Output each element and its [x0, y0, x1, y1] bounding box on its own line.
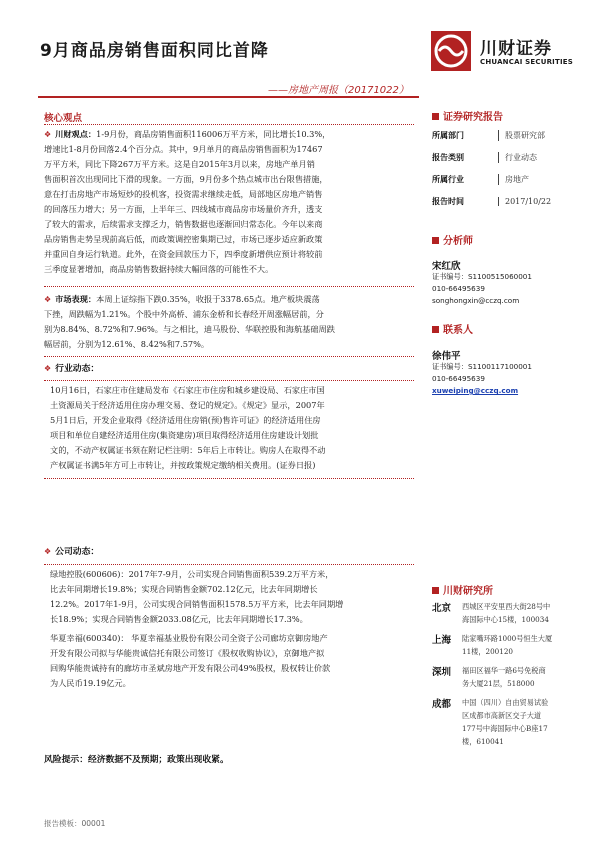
- analyst-heading: 分析师: [432, 232, 473, 247]
- divider-2: [44, 356, 414, 357]
- header-divider: [38, 96, 419, 98]
- report-subtitle: ——房地产周报（20171022）: [268, 85, 409, 96]
- address-line: 务大厦21层，518000: [462, 679, 535, 688]
- text-line: [44, 127, 416, 142]
- divider-4: [44, 478, 414, 479]
- text-line: 绿地控股(600606)：2017年7-9月，公司实现合同销售面积539.2万平方米，: [50, 569, 334, 579]
- industry-heading: ❖ 行业动态：: [44, 364, 100, 374]
- company-greenland-paragraph: [50, 567, 416, 627]
- text-line: 的回落压力增大；另一方面，上半年三、四线城市商品房市场量价齐升，透支: [44, 204, 323, 214]
- info-row: [432, 124, 572, 146]
- bullet-market: [44, 292, 416, 352]
- office-list: [432, 600, 572, 754]
- text-line: 三季度显著增加，商品房销售数据持续大幅回落的可能性不大。: [44, 264, 274, 274]
- info-value: 股票研究部: [498, 130, 545, 141]
- divider-3: [44, 380, 414, 381]
- office-city: 北京: [432, 603, 452, 614]
- office-item: [432, 664, 572, 690]
- diamond-bullet-icon: ❖: [44, 130, 52, 139]
- logo-emblem-icon: [430, 30, 472, 72]
- address-line: 中国（四川）自由贸易试验: [462, 698, 549, 707]
- text-line: 长18.9%；实现合同销售金额2033.08亿元，比去年同期增长17.3%。: [50, 614, 308, 624]
- text-line: 土资源局关于经济适用住房办理交易、登记的规定》。《规定》显示，2007年: [50, 400, 325, 410]
- text-line: 文的，不动产权属证书须在附记栏注明：5年后上市转让。购房人在取得不动: [50, 445, 326, 455]
- text-line: 12.2%。2017年1-9月，公司实现合同销售面积1578.5万平方米，比去年同期增: [50, 599, 344, 609]
- text-line: 10月16日，石家庄市住建局发布《石家庄市住房和城乡建设局、石家庄市国: [50, 385, 325, 395]
- office-city: 上海: [432, 635, 452, 646]
- text-line: [44, 292, 416, 307]
- info-value: 行业动态: [498, 152, 537, 163]
- contact-email[interactable]: xuweiping@cczq.com: [432, 386, 519, 395]
- text-line: 5月1日后，开发企业取得《经济适用住房销(预)售许可证》的经济适用住房: [50, 415, 321, 425]
- address-line: 区成都市高新区交子大道: [462, 711, 542, 720]
- contact-cert: 证书编号：S1100117100001: [432, 362, 532, 371]
- report-info-table: [432, 124, 572, 212]
- text-line: 售面积首次出现同比下滑的现象。一方面，9月份多个热点城市出台限售措施，: [44, 174, 328, 184]
- report-title: 9月商品房销售面积同比首降: [40, 41, 269, 61]
- info-label: 报告时间: [432, 196, 464, 206]
- info-label: 所属行业: [432, 174, 464, 184]
- info-label: 报告类别: [432, 152, 464, 162]
- office-address: [462, 632, 552, 658]
- info-value: 2017/10/22: [498, 197, 551, 206]
- info-row: [432, 168, 572, 190]
- divider-1: [44, 286, 414, 287]
- text-line: 了较大的需求，后续需求支撑乏力，销售数据也逐渐回归常态化。今年以来商: [44, 219, 323, 229]
- square-bullet-icon: [432, 113, 439, 120]
- text-line: 意在打击房地产市场短炒的投机客，投资需求继续走低，局部地区房地产销售: [44, 189, 323, 199]
- address-line: 177号中海国际中心B座17: [462, 724, 548, 733]
- office-city: 深圳: [432, 667, 452, 678]
- info-row: [432, 146, 572, 168]
- text-line: 并重回自身运行轨道。此外，在资金回款压力下，四季度新增供应预计将较前: [44, 249, 323, 259]
- square-bullet-icon: [432, 587, 439, 594]
- industry-paragraph: [50, 383, 416, 473]
- analyst-phone: 010-66495639: [432, 284, 485, 293]
- info-label: 所属部门: [432, 130, 464, 140]
- contact-heading: 联系人: [432, 321, 473, 336]
- analyst-cert: 证书编号：S1100515060001: [432, 272, 532, 281]
- text-line: 产权属证书满5年方可上市转让，并按政策规定缴纳相关费用。(证券日报): [50, 460, 316, 470]
- office-address: [462, 696, 548, 748]
- company-heading: ❖ 公司动态：: [44, 547, 100, 557]
- text-line: 下挫，周跌幅为1.21%。个股中外高桥、浦东金桥和长春经开周涨幅居前，分: [44, 309, 324, 319]
- info-row: [432, 190, 572, 212]
- contact-name: 徐伟平: [432, 351, 461, 362]
- address-line: 福田区福华一路6号免税商: [462, 666, 546, 675]
- analyst-email[interactable]: songhongxin@cczq.com: [432, 296, 520, 305]
- logo-text-en: CHUANCAI SECURITIES: [480, 58, 573, 66]
- address-line: 海国际中心15楼，100034: [462, 615, 549, 624]
- address-line: 11楼，200120: [462, 647, 513, 656]
- text-line: 增速比1-8月份回落2.4个百分点。其中，9月单月的商品房销售面积为17467: [44, 144, 323, 154]
- divider-5: [44, 564, 414, 565]
- text-line: 为人民币19.19亿元。: [50, 678, 131, 688]
- office-item: [432, 632, 572, 658]
- line-text: 1-9月份，商品房销售面积116006万平方米，同比增长10.3%，: [96, 129, 331, 139]
- info-value: 房地产: [498, 174, 529, 185]
- square-bullet-icon: [432, 326, 439, 333]
- text-line: 品房销售走势呈现前高后低，而政策调控密集期已过，市场已逐步适应新政策: [44, 234, 323, 244]
- company-logo: [430, 30, 573, 76]
- address-line: 西城区平安里西大街28号中: [462, 602, 551, 611]
- text-line: 华夏幸福(600340)： 华夏幸福基业股份有限公司全资子公司廊坊京御房地产: [50, 633, 328, 643]
- report-type-heading: 证券研究报告: [432, 108, 503, 123]
- office-address: [462, 600, 550, 626]
- core-view-divider: [44, 124, 414, 125]
- address-line: 陆家嘴环路1000号恒生大厦: [462, 634, 553, 643]
- template-number: 报告模板：00001: [44, 819, 106, 828]
- text-line: 幅居前，分别为12.61%、8.42%和7.57%。: [44, 339, 210, 349]
- office-item: [432, 600, 572, 626]
- office-address: [462, 664, 546, 690]
- text-line: 项目和单位自建经济适用住房(集资建房)项目取得经济适用住房建设计划批: [50, 430, 319, 440]
- line-text: 本周上证综指下跌0.35%，收报于3378.65点。地产板块震荡: [96, 294, 320, 304]
- office-item: [432, 696, 572, 748]
- bullet-label: 川财观点：: [55, 129, 97, 139]
- core-view-heading: 核心观点: [44, 113, 83, 124]
- company-cfld-paragraph: [50, 631, 416, 691]
- address-line: 楼，610041: [462, 737, 504, 746]
- market-paragraph: [44, 292, 416, 352]
- text-line: 回购华能贵诚持有的廊坊市圣斌房地产开发有限公司49%股权，股权转让价款: [50, 663, 331, 673]
- diamond-bullet-icon: ❖: [44, 547, 52, 556]
- text-line: 别为8.84%、8.72%和7.96%。与之相比，迪马股份、华联控股和海航基础周跌: [44, 324, 335, 334]
- logo-text-cn: 川财证券: [480, 39, 552, 59]
- bullet-label: 市场表现：: [55, 294, 97, 304]
- bullet-chuancai-view: [44, 127, 416, 277]
- text-line: 开发有限公司拟与华能贵诚信托有限公司签订《股权收购协议》，京御地产拟: [50, 648, 325, 658]
- text-line: 比去年同期增长19.8%；实现合同销售金额702.12亿元，比去年同期增长: [50, 584, 318, 594]
- analyst-name: 宋红欣: [432, 261, 461, 272]
- diamond-bullet-icon: ❖: [44, 295, 52, 304]
- office-city: 成都: [432, 699, 452, 710]
- chuancai-view-paragraph: [44, 127, 416, 277]
- diamond-bullet-icon: ❖: [44, 364, 52, 373]
- contact-phone: 010-66495639: [432, 374, 485, 383]
- square-bullet-icon: [432, 237, 439, 244]
- risk-warning: 风险提示：经济数据不及预期；政策出现收紧。: [44, 755, 229, 765]
- text-line: 万平方米，同比下降267万平方米。这是自2015年3月以来，房地产单月销: [44, 159, 315, 169]
- institute-heading: 川财研究所: [432, 582, 493, 597]
